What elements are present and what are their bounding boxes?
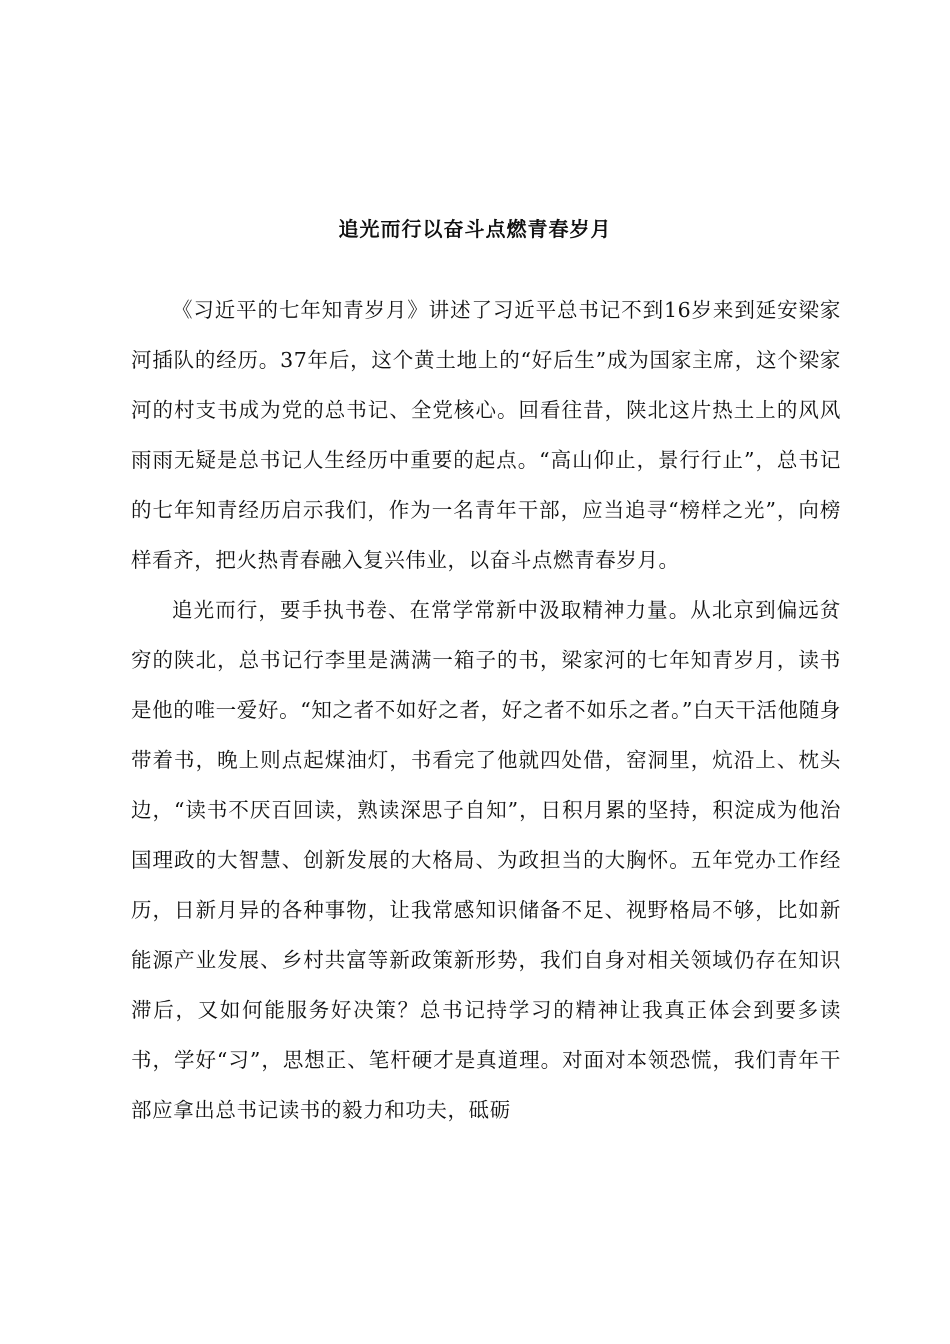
document-body (131, 285, 841, 1135)
paragraph-1: 《习近平的七年知青岁月》讲述了习近平总书记不到16岁来到延安梁家河插队的经历。37年后，这个黄土地上的“好后生”成为国家主席，这个梁家河的村支书成为党的总书记、全党核心。回看往昔，陕北这片热土上的风风雨雨无疑是总书记人生经历中重要的起点。“高山仰止，景行行止”，总书记的七年知青经历启示我们，作为一名青年干部，应当追寻“榜样之光”，向榜样看齐，把火热青春融入复兴伟业，以奋斗点燃青春岁月。 (131, 298, 841, 572)
page-title: 追光而行以奋斗点燃青春岁月 (338, 217, 612, 241)
paragraph-2: 追光而行，要手执书卷、在常学常新中汲取精神力量。从北京到偏远贫穷的陕北，总书记行李里是满满一箱子的书，梁家河的七年知青岁月，读书是他的唯一爱好。“知之者不如好之者，好之者不如乐之者。”白天干活他随身带着书，晚上则点起煤油灯，书看完了他就四处借，窑洞里，炕沿上、枕头边，“读书不厌百回读，熟读深思子自知”，日积月累的坚持，积淀成为他治国理政的大智慧、创新发展的大格局、为政担当的大胸怀。五年党办工作经历，日新月异的各种事物，让我常感知识储备不足、视野格局不够，比如新能源产业发展、乡村共富等新政策新形势，我们自身对相关领域仍存在知识滞后，又如何能服务好决策？总书记持学习的精神让我真正体会到要多读书，学好“习”，思想正、笔杆硬才是真道理。对面对本领恐慌，我们青年干部应拿出总书记读书的毅力和功夫，砥砺 (131, 598, 841, 1122)
